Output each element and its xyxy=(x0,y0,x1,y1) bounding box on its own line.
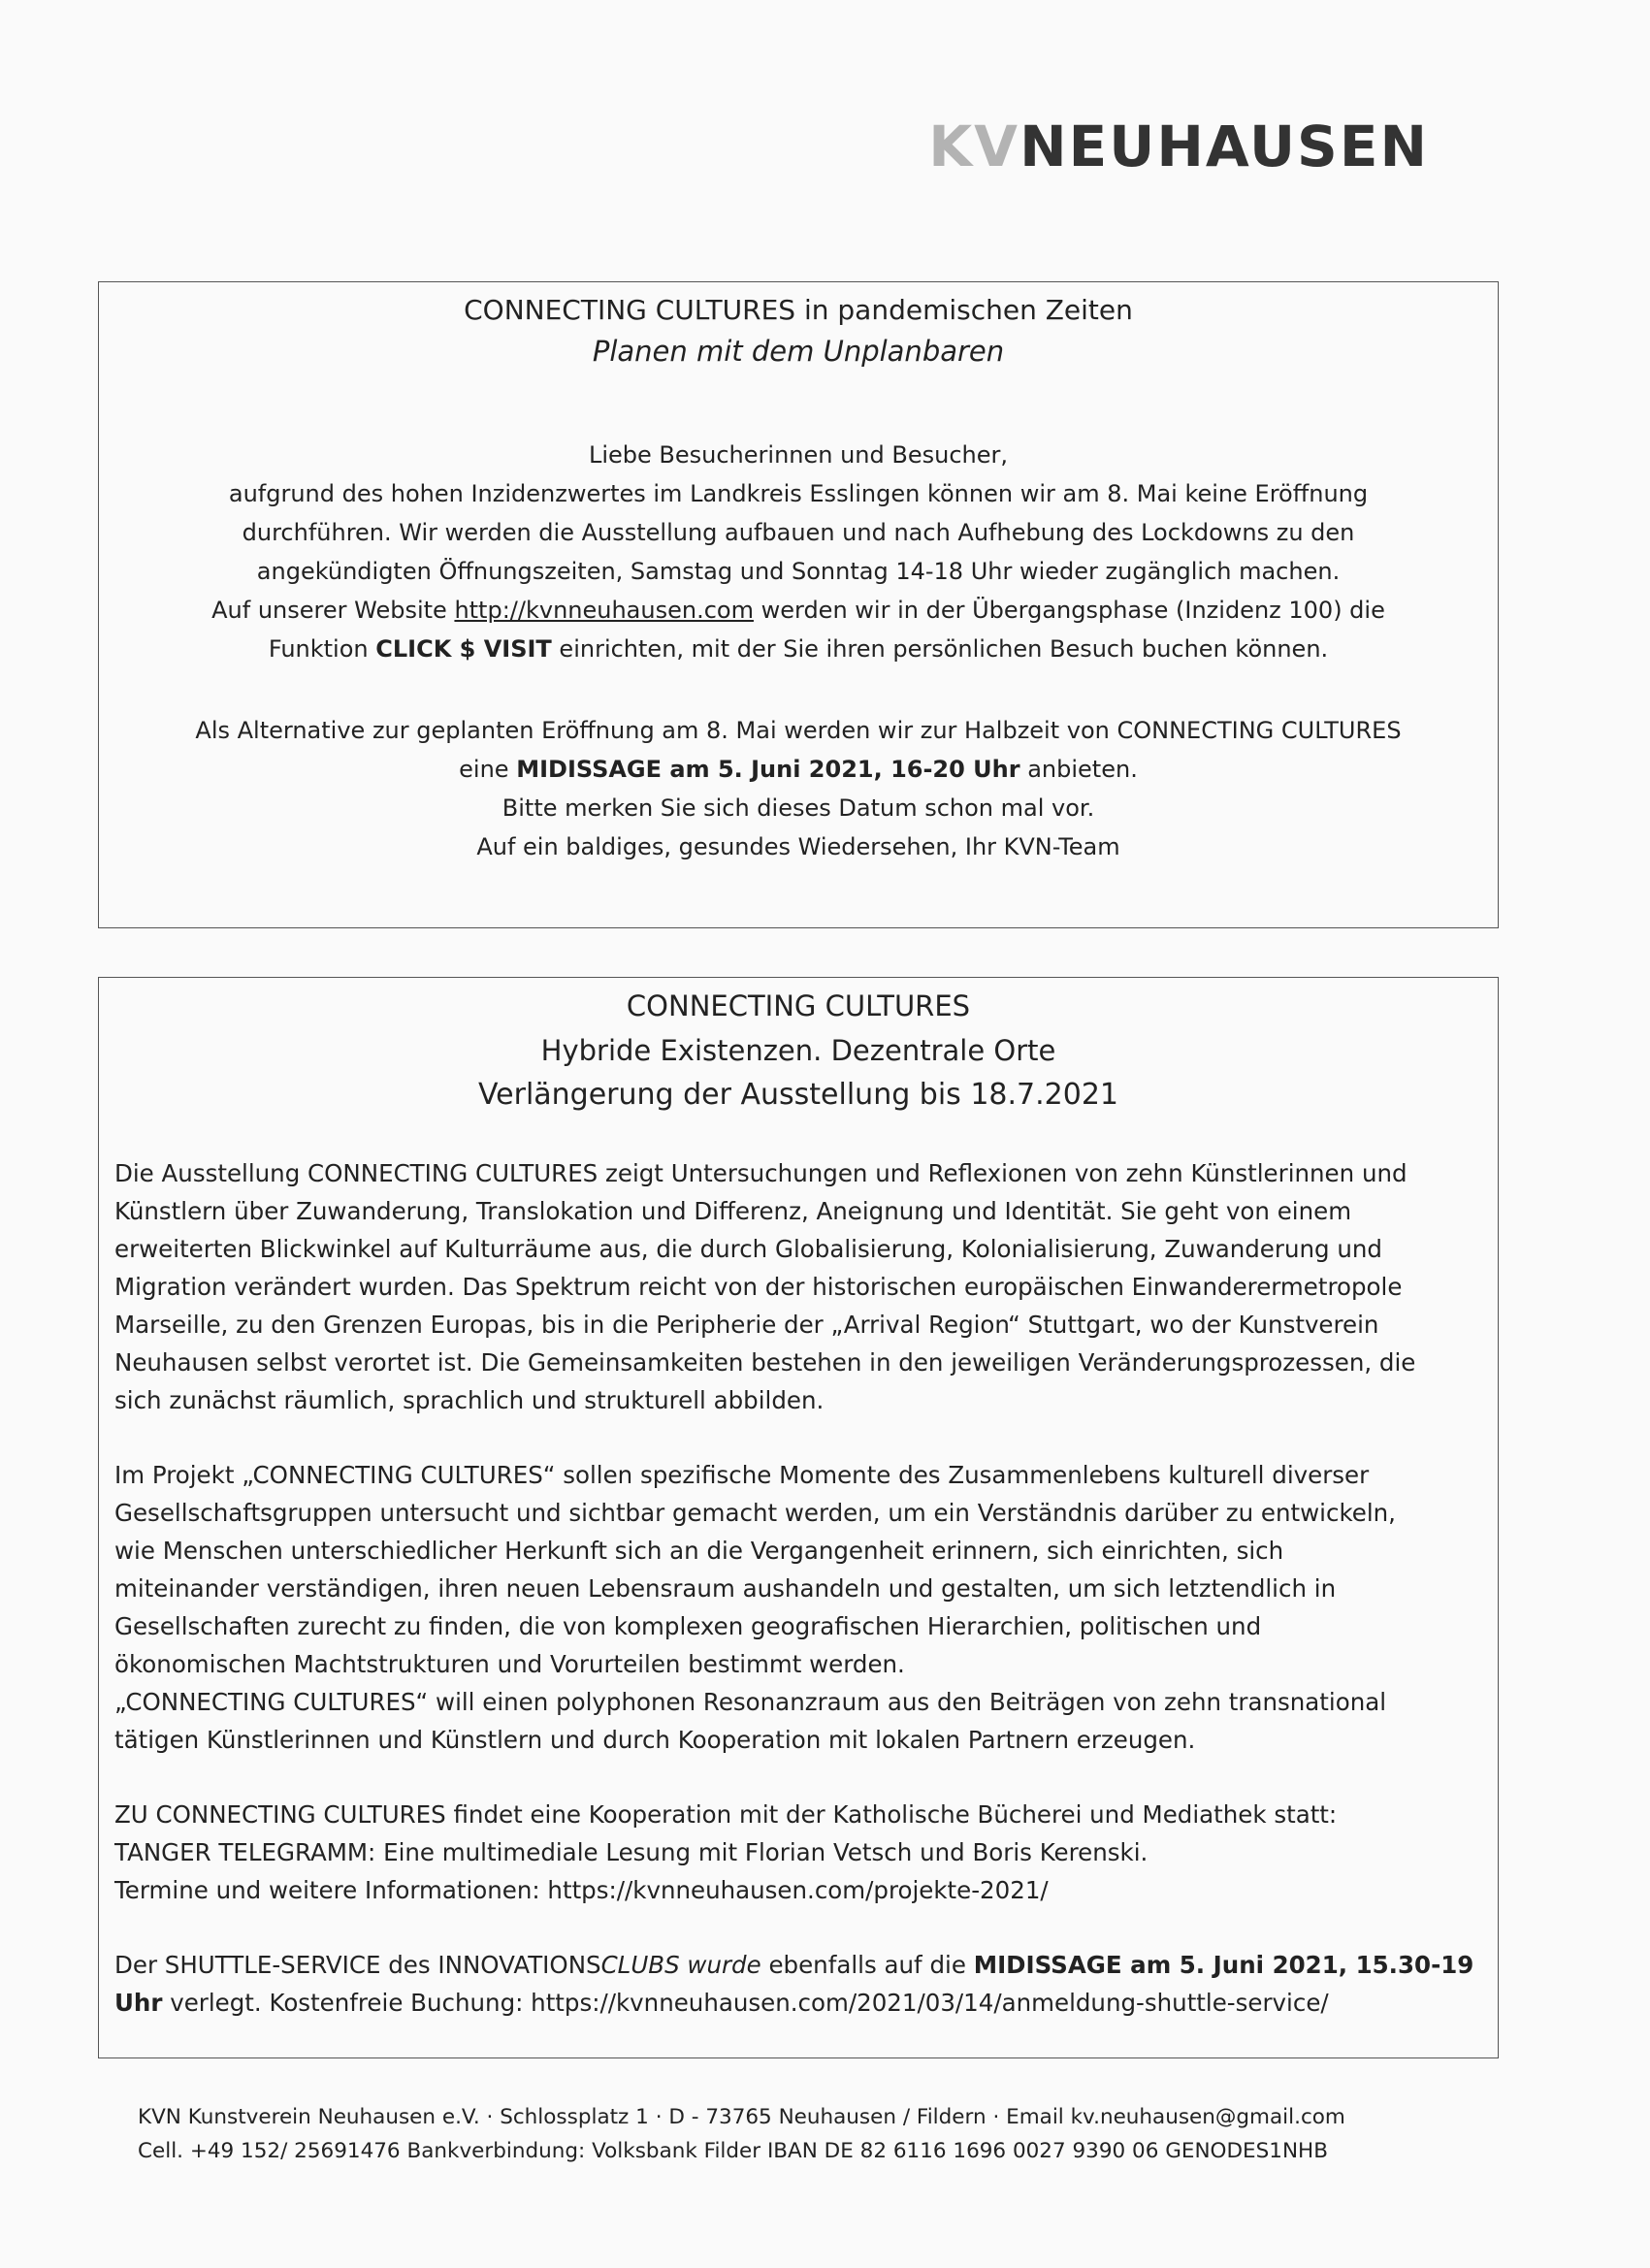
pandemic-notice-box xyxy=(98,281,1499,928)
alternative-line: Als Alternative zur geplanten Eröffnung am 8. Mai werden wir zur Halbzeit von CONNECTING CULTURES xyxy=(195,717,1402,744)
notice-line: Auf unserer Website http://kvnneuhausen.com werden wir in der Übergangsphase (Inzidenz 100) die xyxy=(211,597,1385,624)
exhibition-subtitle: Hybride Existenzen. Dezentrale Orte xyxy=(540,1034,1056,1067)
paragraph-line: Gesellschaften zurecht zu finden, die von komplexen geografischen Hierarchien, politischen und xyxy=(114,1612,1262,1640)
exhibition-box xyxy=(98,977,1499,2058)
paragraph-line: ZU CONNECTING CULTURES findet eine Kooperation mit der Katholische Bücherei und Mediathek statt: xyxy=(114,1800,1338,1829)
notice-title: CONNECTING CULTURES in pandemischen Zeiten xyxy=(464,294,1133,326)
footer-address: KVN Kunstverein Neuhausen e.V. · Schlossplatz 1 · D - 73765 Neuhausen / Fildern · Email kv.neuhausen@gmail.com xyxy=(138,2105,1345,2129)
exhibition-extension: Verlängerung der Ausstellung bis 18.7.2021 xyxy=(477,1078,1119,1112)
paragraph-line: sich zunächst räumlich, sprachlich und strukturell abbilden. xyxy=(114,1386,825,1414)
shuttle-booking-line[interactable]: Uhr verlegt. Kostenfreie Buchung: https://kvnneuhausen.com/2021/03/14/anmeldung-shuttle-service/ xyxy=(114,1989,1329,2017)
shuttle-midissage-date: MIDISSAGE am 5. Juni 2021, 15.30-19 xyxy=(973,1951,1474,1979)
exhibition-paragraph-3 xyxy=(114,1796,1498,1909)
notice-line: durchführen. Wir werden die Ausstellung aufbauen und nach Aufhebung des Lockdowns zu den xyxy=(242,519,1355,546)
paragraph-line: ökonomischen Machtstrukturen und Vorurteilen bestimmt werden. xyxy=(114,1650,905,1678)
exhibition-paragraph-2 xyxy=(114,1456,1498,1759)
footer-bank: Cell. +49 152/ 25691476 Bankverbindung: Volksbank Filder IBAN DE 82 6116 1696 0027 9390 06 GENODES1NHB xyxy=(138,2139,1328,2163)
paragraph-line: wie Menschen unterschiedlicher Herkunft sich an die Vergangenheit erinnern, sich einrichten, sich xyxy=(114,1537,1284,1565)
paragraph-line: miteinander verständigen, ihren neuen Lebensraum aushandeln und gestalten, um sich letztendlich in xyxy=(114,1574,1337,1603)
notice-line: angekündigten Öffnungszeiten, Samstag und Sonntag 14-18 Uhr wieder zugänglich machen. xyxy=(256,558,1341,585)
website-link[interactable]: http://kvnneuhausen.com xyxy=(454,597,754,624)
notice-line: aufgrund des hohen Inzidenzwertes im Landkreis Esslingen können wir am 8. Mai keine Eröffnung xyxy=(228,480,1369,507)
notice-subtitle: Planen mit dem Unplanbaren xyxy=(592,335,1005,368)
kvn-logo xyxy=(928,113,1429,179)
alternative-line: eine MIDISSAGE am 5. Juni 2021, 16-20 Uhr anbieten. xyxy=(459,756,1138,783)
notice-line: Funktion CLICK $ VISIT einrichten, mit der Sie ihren persönlichen Besuch buchen können. xyxy=(268,635,1329,663)
paragraph-line: Die Ausstellung CONNECTING CULTURES zeigt Untersuchungen und Reflexionen von zehn Künstlerinnen und xyxy=(114,1159,1407,1187)
notice-greeting: Liebe Besucherinnen und Besucher, xyxy=(588,441,1008,469)
alternative-line: Bitte merken Sie sich dieses Datum schon mal vor. xyxy=(501,794,1095,822)
paragraph-line: Im Projekt „CONNECTING CULTURES“ sollen spezifische Momente des Zusammenlebens kulturell diverser xyxy=(114,1461,1370,1489)
signoff-line: Auf ein baldiges, gesundes Wiedersehen, Ihr KVN-Team xyxy=(476,833,1120,860)
notice-body xyxy=(99,436,1498,866)
midissage-date: MIDISSAGE am 5. Juni 2021, 16-20 Uhr xyxy=(516,756,1020,783)
paragraph-line: „CONNECTING CULTURES“ will einen polyphonen Resonanzraum aus den Beiträgen von zehn transnational xyxy=(114,1688,1387,1716)
paragraph-line: Marseille, zu den Grenzen Europas, bis in die Peripherie der „Arrival Region“ Stuttgart, wo der Kunstverein xyxy=(114,1311,1379,1339)
paragraph-line: erweiterten Blickwinkel auf Kulturräume aus, die durch Globalisierung, Kolonialisierung, Zuwanderung und xyxy=(114,1235,1382,1263)
paragraph-line: Migration verändert wurden. Das Spektrum reicht von der historischen europäischen Einwanderermetropole xyxy=(114,1273,1403,1301)
paragraph-line: Künstlern über Zuwanderung, Translokation und Differenz, Aneignung und Identität. Sie geht von einem xyxy=(114,1197,1352,1225)
exhibition-title: CONNECTING CULTURES xyxy=(626,989,971,1022)
logo-kv: KV xyxy=(928,113,1020,179)
logo-name: NEUHAUSEN xyxy=(1019,113,1429,179)
paragraph-line: Neuhausen selbst verortet ist. Die Gemeinsamkeiten bestehen in den jeweiligen Veränderungsprozessen, die xyxy=(114,1348,1416,1377)
paragraph-line: Der SHUTTLE-SERVICE des INNOVATIONSCLUBS wurde ebenfalls auf die MIDISSAGE am 5. Juni 2021, 15.30-19 xyxy=(114,1951,1474,1979)
click-visit-label: CLICK $ VISIT xyxy=(375,635,552,663)
paragraph-line: TANGER TELEGRAMM: Eine multimediale Lesung mit Florian Vetsch und Boris Kerenski. xyxy=(114,1838,1149,1866)
paragraph-line: tätigen Künstlerinnen und Künstlern und durch Kooperation mit lokalen Partnern erzeugen. xyxy=(114,1726,1196,1754)
exhibition-paragraph-4 xyxy=(114,1946,1498,2022)
paragraph-line: Gesellschaftsgruppen untersucht und sichtbar gemacht werden, um ein Verständnis darüber zu entwickeln, xyxy=(114,1499,1396,1527)
letter-footer xyxy=(138,2100,1345,2168)
projects-link[interactable]: Termine und weitere Informationen: https://kvnneuhausen.com/projekte-2021/ xyxy=(114,1876,1049,1904)
exhibition-paragraph-1 xyxy=(114,1154,1498,1419)
